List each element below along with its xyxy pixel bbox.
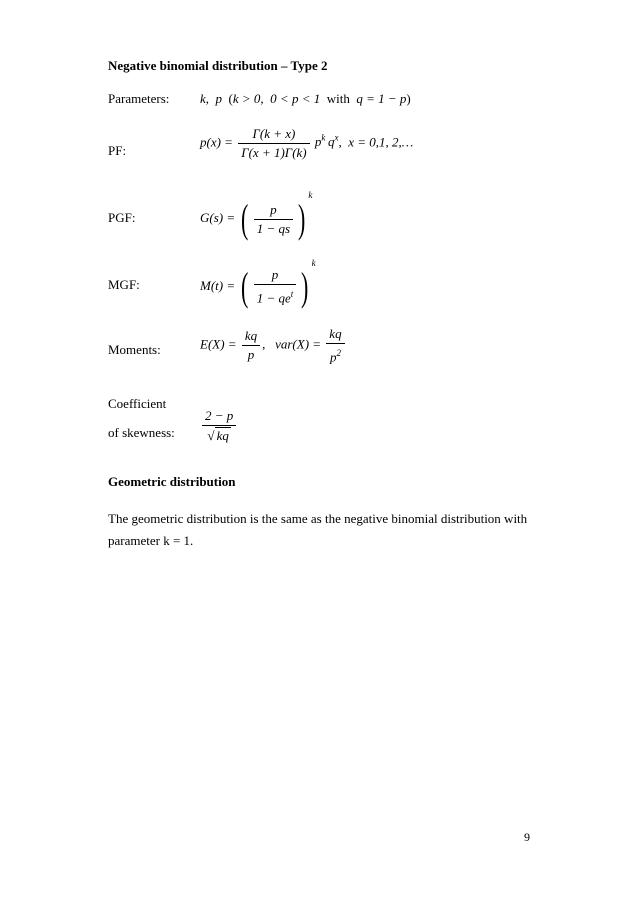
section-heading-negative-binomial: Negative binomial distribution – Type 2	[108, 58, 328, 73]
mean-lhs: E(X) =	[200, 336, 237, 352]
moments-formula: E(X) = $\frac{kq}{p}$ , var(X) = $\frac{kq}{p^2}$	[200, 326, 347, 365]
moments-label: Moments:	[108, 342, 161, 357]
skewness-label-line2: of skewness:	[108, 425, 175, 440]
param-cond1: k > 0	[232, 91, 261, 106]
skewness-fraction	[202, 408, 236, 444]
mgf-label: MGF:	[108, 277, 140, 292]
pf-tail: x = 0,1, 2,…	[348, 134, 414, 150]
pgf-label: PGF:	[108, 210, 136, 225]
parameters-label: Parameters:	[108, 91, 170, 106]
mean-fraction	[242, 328, 260, 363]
mgf-exponent: k	[311, 258, 316, 268]
param-with: with	[326, 91, 350, 106]
sqrt-icon: √	[207, 428, 215, 443]
skewness-formula	[200, 408, 238, 444]
param-p: p	[215, 91, 223, 106]
skewness-denominator: kq	[216, 428, 229, 443]
var-denominator: p	[329, 349, 337, 365]
mgf-numerator: p	[254, 267, 297, 285]
pgf-lhs: G(s) =	[200, 210, 236, 225]
pf-numerator: Γ(k + x)	[238, 126, 309, 144]
mgf-lhs: M(t) =	[200, 278, 236, 293]
parameters-formula: k, p (k > 0, 0 < p < 1 with q = 1 − p)	[200, 91, 411, 106]
var-numerator: kq	[326, 326, 344, 344]
pf-label: PF:	[108, 143, 127, 158]
pf-fraction	[238, 126, 309, 161]
geometric-description: The geometric distribution is the same as the negative binomial distribution with parameter k = 1.	[108, 511, 528, 548]
pgf-numerator: p	[254, 202, 293, 220]
page-number: 9	[524, 830, 530, 844]
var-denominator-exp: 2	[336, 348, 341, 358]
param-cond2: 0 < p < 1	[270, 91, 321, 106]
section-heading-geometric: Geometric distribution	[108, 474, 236, 489]
pgf-fraction	[254, 202, 293, 237]
mean-denominator: p	[247, 347, 255, 363]
var-fraction	[326, 326, 344, 365]
mgf-denominator-exp: t	[290, 289, 294, 300]
pgf-denominator: 1 − qs	[256, 220, 291, 236]
pf-formula: p(x) = $\frac{\Gamma(k + x)}{\Gamma(x + 1)\Gamma(k)}$ $p^k$ $q^x$, x = 0,1, 2,…	[200, 126, 414, 160]
skewness-numerator: 2 − p	[202, 408, 236, 426]
mean-numerator: kq	[242, 328, 260, 346]
pgf-formula: G(s) = ( $\frac{p}{1 - qs}$ )$^k$	[200, 190, 313, 242]
pgf-exponent: k	[308, 190, 313, 200]
var-lhs: var(X) =	[275, 336, 322, 352]
mgf-formula: M(t) = ( $\frac{p}{1 - qe^t}$ )$^k$	[200, 258, 316, 310]
param-qdef: q = 1 − p	[356, 91, 407, 106]
param-k: k	[200, 91, 206, 106]
pf-lhs: p(x) =	[200, 134, 233, 150]
skewness-label-line1: Coefficient	[108, 396, 167, 411]
pf-denominator: Γ(x + 1)Γ(k)	[241, 145, 307, 160]
mgf-denominator: 1 − qe	[256, 290, 291, 306]
mgf-fraction	[254, 267, 297, 306]
